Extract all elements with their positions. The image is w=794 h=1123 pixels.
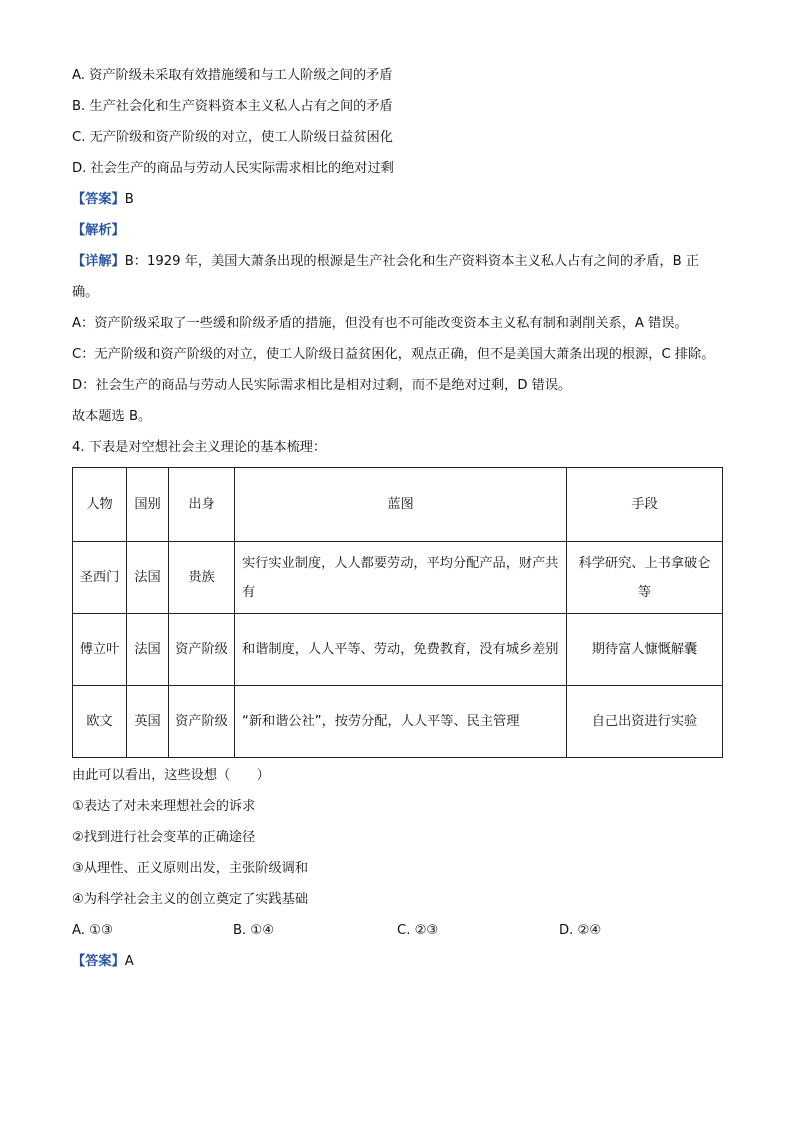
- q3-option-c: C. 无产阶级和资产阶级的对立，使工人阶级日益贫困化: [72, 130, 393, 145]
- q3-explain-d: D：社会生产的商品与劳动人民实际需求相比是相对过剩，而不是绝对过剩，D 错误。: [72, 378, 572, 393]
- q3-option-b: B. 生产社会化和生产资料资本主义私人占有之间的矛盾: [72, 99, 393, 114]
- answer-value: B: [124, 192, 134, 207]
- q4-statement-1: ①表达了对未来理想社会的诉求: [72, 799, 256, 814]
- table-cell: 资产阶级: [169, 614, 235, 686]
- table-header-row: [73, 468, 723, 542]
- q4-option-a: A. ①③: [72, 923, 113, 938]
- table-cell: 贵族: [169, 542, 235, 614]
- table-header-cell: 蓝图: [235, 468, 567, 542]
- table-cell: 法国: [127, 614, 169, 686]
- detail-tag: 【详解】: [72, 254, 125, 269]
- table-header-cell: 出身: [169, 468, 235, 542]
- q4-question: 由此可以看出，这些设想（ ）: [72, 768, 270, 783]
- q4-answer: [72, 946, 722, 977]
- table-cell: “新和谐公社”，按劳分配，人人平等、民主管理: [235, 686, 567, 758]
- table-row: [73, 542, 723, 614]
- q4-statement-2: ②找到进行社会变革的正确途径: [72, 830, 256, 845]
- table-cell: 实行实业制度，人人都要劳动，平均分配产品，财产共有: [235, 542, 567, 614]
- table-cell: 期待富人慷慨解囊: [567, 614, 723, 686]
- table-cell: 资产阶级: [169, 686, 235, 758]
- q4-options: [72, 915, 722, 946]
- q4-option-c: C. ②③: [397, 923, 439, 938]
- answer-value: A: [124, 954, 134, 969]
- q3-explain-a: A：资产阶级采取了一些缓和阶级矛盾的措施，但没有也不可能改变资本主义私有制和剥削关系，A 错误。: [72, 316, 688, 331]
- table-row: [73, 686, 723, 758]
- table-cell: 法国: [127, 542, 169, 614]
- answer-tag: 【答案】: [72, 192, 125, 207]
- table-header-cell: 国别: [127, 468, 169, 542]
- q3-detail: [72, 246, 722, 308]
- answer-tag: 【答案】: [72, 954, 125, 969]
- document-page: [72, 60, 722, 977]
- q3-conclusion: 故本题选 B。: [72, 409, 152, 424]
- table-cell: 傅立叶: [73, 614, 127, 686]
- table-cell: 科学研究、上书拿破仑等: [567, 542, 723, 614]
- q3-option-a: A. 资产阶级未采取有效措施缓和与工人阶级之间的矛盾: [72, 68, 393, 83]
- table-cell: 圣西门: [73, 542, 127, 614]
- q3-option-d: D. 社会生产的商品与劳动人民实际需求相比的绝对过剩: [72, 161, 394, 176]
- table-cell: 自己出资进行实验: [567, 686, 723, 758]
- q4-option-b: B. ①④: [233, 923, 275, 938]
- analysis-tag: 【解析】: [72, 223, 125, 238]
- utopian-socialism-table: [72, 467, 723, 758]
- table-cell: 欧文: [73, 686, 127, 758]
- q3-answer: [72, 184, 722, 215]
- q4-statement-4: ④为科学社会主义的创立奠定了实践基础: [72, 892, 309, 907]
- q4-stem: 4. 下表是对空想社会主义理论的基本梳理：: [72, 440, 327, 455]
- q4-option-d: D. ②④: [559, 923, 602, 938]
- detail-text: B：1929 年，美国大萧条出现的根源是生产社会化和生产资料资本主义私人占有之间的矛盾，B 正确。: [72, 254, 700, 300]
- q3-explain-c: C：无产阶级和资产阶级的对立，使工人阶级日益贫困化，观点正确，但不是美国大萧条出现的根源，C 排除。: [72, 347, 715, 362]
- q3-analysis-heading: [72, 215, 722, 246]
- table-row: [73, 614, 723, 686]
- q4-statement-3: ③从理性、正义原则出发，主张阶级调和: [72, 861, 309, 876]
- table-cell: 和谐制度，人人平等、劳动，免费教育，没有城乡差别: [235, 614, 567, 686]
- table-cell: 英国: [127, 686, 169, 758]
- table-header-cell: 手段: [567, 468, 723, 542]
- table-header-cell: 人物: [73, 468, 127, 542]
